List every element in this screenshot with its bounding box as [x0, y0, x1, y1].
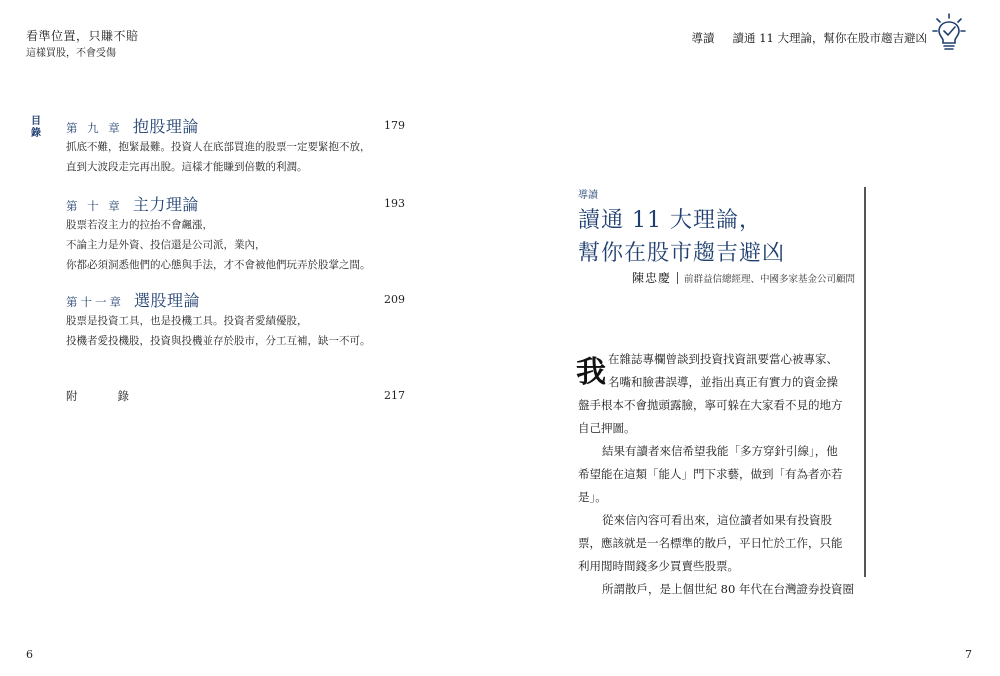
toc-entry-chapter-9[interactable] — [66, 114, 199, 137]
chapter-title: 抱股理論 — [132, 117, 199, 136]
body-line: 希望能在這類「能人」門下求藝，做到「有為者亦若 — [578, 467, 843, 481]
chapter-number: 第 十 章 — [66, 199, 123, 213]
author-name: 陳忠慶 — [632, 271, 672, 285]
running-header-section: 導讀 — [691, 31, 715, 45]
author-divider — [677, 272, 678, 284]
author-role: 前群益信總經理、中國多家基金公司顧問 — [684, 273, 856, 285]
body-line: 名嘴和臉書誤導，並指出真正有實力的資金操 — [608, 375, 838, 389]
running-header-subtitle: 這樣買股，不會受傷 — [26, 48, 116, 59]
body-line: 從來信內容可看出來，這位讀者如果有投資股 — [602, 513, 832, 527]
description-line: 股票若沒主力的拉抬不會飆漲， — [66, 219, 213, 231]
intro-tag: 導讀 — [578, 190, 598, 201]
appendix-page-number: 217 — [384, 389, 405, 402]
vertical-rule — [864, 187, 866, 577]
chapter-description — [66, 311, 371, 351]
body-line: 自己押圖。 — [578, 421, 636, 435]
drop-cap: 我 — [576, 355, 606, 390]
intro-title-line-1: 讀通 11 大理論， — [578, 208, 762, 233]
chapter-title: 主力理論 — [132, 195, 199, 214]
appendix-label-2: 錄 — [117, 389, 129, 403]
description-line: 不論主力是外資、投信還是公司派，業內， — [66, 239, 266, 251]
body-line: 是」。 — [578, 490, 607, 504]
toc-entry-chapter-11[interactable] — [66, 288, 200, 311]
chapter-description — [66, 137, 371, 177]
body-line: 結果有讀者來信希望我能「多方穿針引線」，他 — [602, 444, 838, 458]
toc-entry-appendix[interactable] — [66, 388, 129, 404]
description-line: 直到大波段走完再出脫。這樣才能賺到倍數的利潤。 — [66, 161, 308, 173]
toc-label: 目錄 — [31, 116, 41, 139]
body-line: 所謂散戶，是上個世紀 80 年代在台灣證券投資圈 — [602, 582, 854, 596]
description-line: 投機者愛投機股，投資與投機並存於股市，分工互補，缺一不可。 — [66, 335, 371, 347]
description-line: 你都必須洞悉他們的心態與手法，才不會被他們玩弄於股掌之間。 — [66, 259, 371, 271]
body-line: 利用閒時間錢多少買賣些股票。 — [578, 559, 739, 573]
author-byline — [632, 269, 855, 286]
chapter-page-number: 179 — [384, 119, 405, 132]
chapter-page-number: 193 — [384, 197, 405, 210]
running-header-right — [692, 30, 927, 46]
chapter-page-number: 209 — [384, 293, 405, 306]
chapter-number: 第十一章 — [66, 295, 124, 309]
intro-title-line-2: 幫你在股市趨吉避凶 — [578, 241, 786, 266]
body-line: 盤手根本不會拋頭露臉，寧可躲在大家看不見的地方 — [578, 398, 843, 412]
body-line: 票，應該就是一名標準的散戶，平日忙於工作，只能 — [578, 536, 843, 550]
chapter-description — [66, 215, 371, 275]
lightbulb-check-icon — [930, 12, 968, 54]
description-line: 股票是投資工具，也是投機工具。投資者愛績優股， — [66, 315, 308, 327]
description-line: 抓底不難，抱緊最難。投資人在底部買進的股票一定要緊抱不放， — [66, 141, 371, 153]
page-number-left: 6 — [26, 648, 33, 661]
body-line: 在雜誌專欄曾談到投資找資訊要當心被專家、 — [608, 352, 838, 366]
running-header-title: 看準位置，只賺不賠 — [26, 29, 139, 43]
running-header-chapter-title: 讀通 11 大理論，幫你在股市趨吉避凶 — [732, 31, 927, 45]
page-number-right: 7 — [965, 648, 972, 661]
appendix-label-1: 附 — [66, 389, 78, 403]
chapter-number: 第 九 章 — [66, 121, 123, 135]
chapter-title: 選股理論 — [134, 291, 201, 310]
toc-entry-chapter-10[interactable] — [66, 192, 199, 215]
